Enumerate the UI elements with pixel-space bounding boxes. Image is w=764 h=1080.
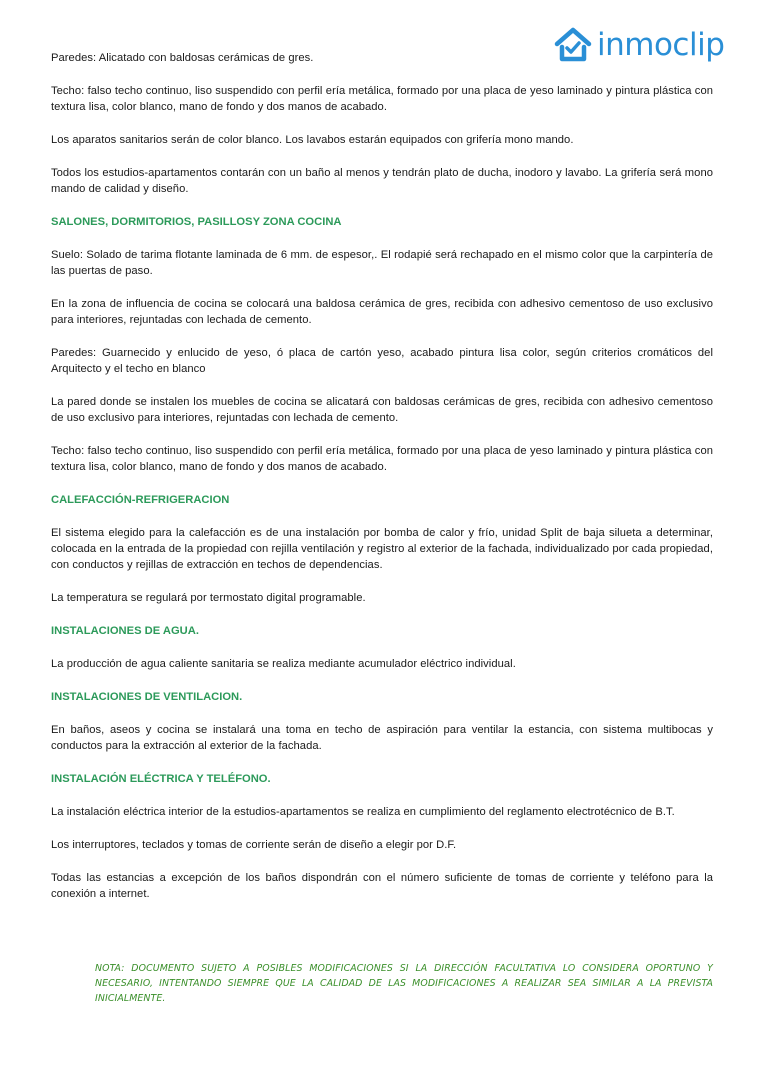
section-heading: SALONES, DORMITORIOS, PASILLOSY ZONA COCINA	[51, 216, 342, 228]
paragraph: El sistema elegido para la calefacción es de una instalación por bomba de calor y frío, unidad Split de baja silueta a determinar, colocada en la entrada de la propiedad con rejilla ventilación y registro al exterior de la fachada, individualizado por cada propiedad, con conductos y rejillas de extracción en techos de dependencias.	[51, 527, 713, 571]
section-heading: INSTALACIÓN ELÉCTRICA Y TELÉFONO.	[51, 773, 271, 785]
section-heading: INSTALACIONES DE AGUA.	[51, 625, 199, 637]
paragraph: En la zona de influencia de cocina se colocará una baldosa cerámica de gres, recibida con adhesivo cementoso de uso exclusivo para interiores, rejuntadas con lechada de cemento.	[51, 298, 713, 326]
paragraph: Todos los estudios-apartamentos contarán con un baño al menos y tendrán plato de ducha, inodoro y lavabo. La grifería será mono mando de calidad y diseño.	[51, 167, 713, 195]
paragraph: Los interruptores, teclados y tomas de corriente serán de diseño a elegir por D.F.	[51, 839, 457, 851]
paragraph: Suelo: Solado de tarima flotante laminada de 6 mm. de espesor,. El rodapié será rechapado en el mismo color que la carpintería de las puertas de paso.	[51, 249, 713, 277]
paragraph: La instalación eléctrica interior de la estudios-apartamentos se realiza en cumplimiento del reglamento electrotécnico de B.T.	[51, 806, 675, 818]
paragraph: La producción de agua caliente sanitaria se realiza mediante acumulador eléctrico individual.	[51, 658, 516, 670]
document-body	[51, 50, 713, 919]
disclaimer-note: NOTA: DOCUMENTO SUJETO A POSIBLES MODIFICACIONES SI LA DIRECCIÓN FACULTATIVA LO CONSIDERA OPORTUNO Y NECESARIO, INTENTANDO SIEMPRE QUE LA CALIDAD DE LAS MODIFICACIONES A REALIZAR SEA SIMILAR A LA PREVISTA INICIALMENTE.	[95, 963, 713, 1004]
paragraph: La pared donde se instalen los muebles de cocina se alicatará con baldosas cerámicas de gres, recibida con adhesivo cementoso de uso exclusivo para interiores, rejuntadas con lechada de cemento.	[51, 396, 713, 424]
paragraph: Techo: falso techo continuo, liso suspendido con perfil ería metálica, formado por una placa de yeso laminado y pintura plástica con textura lisa, color blanco, mano de fondo y dos manos de acabado.	[51, 445, 713, 473]
section-heading: INSTALACIONES DE VENTILACION.	[51, 691, 243, 703]
paragraph: Todas las estancias a excepción de los baños dispondrán con el número suficiente de tomas de corriente y teléfono para la conexión a internet.	[51, 872, 713, 900]
paragraph: La temperatura se regulará por termostato digital programable.	[51, 592, 366, 604]
paragraph: En baños, aseos y cocina se instalará una toma en techo de aspiración para ventilar la estancia, con sistema multibocas y conductos para la extracción al exterior de la fachada.	[51, 724, 713, 752]
logo-wordmark: inmoclip	[597, 27, 725, 63]
section-heading: CALEFACCIÓN-REFRIGERACION	[51, 494, 230, 506]
paragraph: Paredes: Guarnecido y enlucido de yeso, ó placa de cartón yeso, acabado pintura lisa color, según criterios cromáticos del Arquitecto y el techo en blanco	[51, 347, 713, 375]
paragraph: Paredes: Alicatado con baldosas cerámicas de gres.	[51, 52, 314, 64]
paragraph: Los aparatos sanitarios serán de color blanco. Los lavabos estarán equipados con grifería mono mando.	[51, 134, 574, 146]
paragraph: Techo: falso techo continuo, liso suspendido con perfil ería metálica, formado por una placa de yeso laminado y pintura plástica con textura lisa, color blanco, mano de fondo y dos manos de acabado.	[51, 85, 713, 113]
